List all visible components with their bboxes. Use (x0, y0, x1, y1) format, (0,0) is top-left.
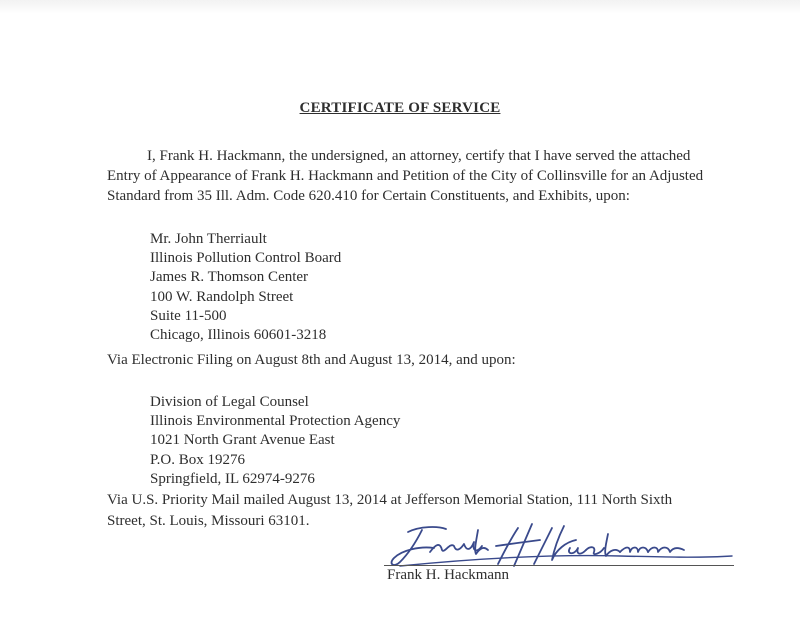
address-line: Chicago, Illinois 60601-3218 (150, 327, 327, 344)
address-line: James R. Thomson Center (150, 269, 309, 286)
intro-paragraph-text: I, Frank H. Hackmann, the undersigned, an attorney, certify that I have served the attached Entry of Appearance of Frank H. Hackmann and Petition of the City of Collinsville for an Adjusted Standard from 35 Ill. Adm. Code 620.410 for Certain Constituents, and Exhibits, upon: (107, 148, 704, 204)
service-method-mail-line-1: Via U.S. Priority Mail mailed August 13, 2014 at Jefferson Memorial Station, 111 North Sixth (107, 492, 673, 508)
address-line: Suite 11-500 (150, 307, 227, 324)
address-line: Mr. John Therriault (150, 231, 267, 247)
certificate-title: CERTIFICATE OF SERVICE (299, 100, 501, 116)
recipient-address-1 (150, 230, 341, 345)
signature-line (384, 565, 734, 566)
address-line: Illinois Environmental Protection Agency (150, 413, 401, 430)
recipient-address-2 (150, 393, 400, 489)
address-line: P.O. Box 19276 (150, 451, 246, 468)
intro-paragraph (107, 146, 707, 206)
scan-edge (0, 0, 800, 14)
address-line: Springfield, IL 62974-9276 (150, 470, 315, 487)
address-line: 1021 North Grant Avenue East (150, 432, 335, 449)
address-line: Division of Legal Counsel (150, 394, 309, 410)
address-line: Illinois Pollution Control Board (150, 250, 342, 267)
service-method-mail-line-2: Street, St. Louis, Missouri 63101. (107, 513, 310, 529)
signer-name: Frank H. Hackmann (387, 567, 510, 583)
handwritten-signature (380, 520, 740, 570)
service-method-electronic: Via Electronic Filing on August 8th and August 13, 2014, and upon: (107, 352, 516, 368)
address-line: 100 W. Randolph Street (150, 288, 294, 305)
